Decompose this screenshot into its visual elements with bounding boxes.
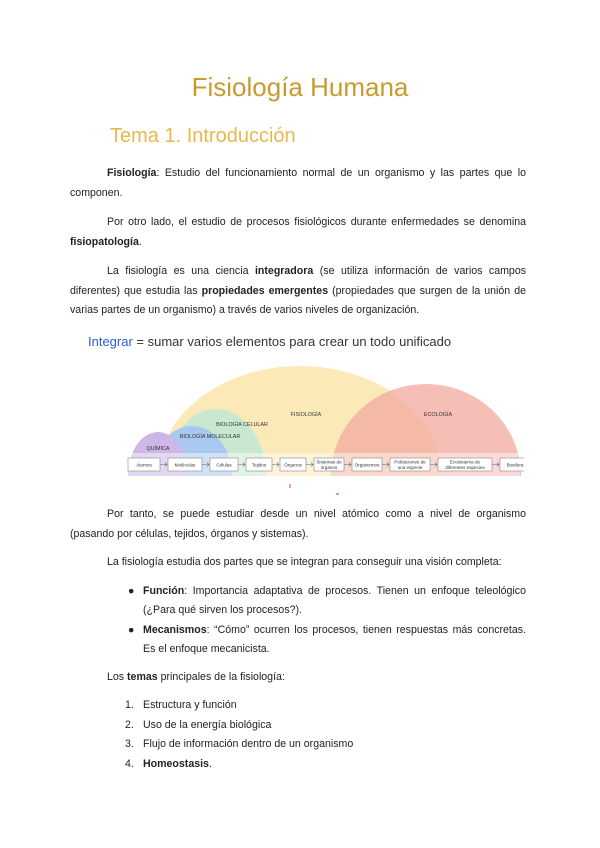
field-ecologia: ECOLOGÍA — [423, 412, 453, 418]
list-item: 1. Estructura y función — [125, 699, 237, 711]
paragraph-fisiopatologia: Por otro lado, el estudio de procesos fisiológicos durante enfermedades se denomina fisiopatología. — [70, 216, 526, 248]
paragraph-integradora: La fisiología es una ciencia integradora (se utiliza información de varios campos diferentes) que estudia las propiedades emergentes (propiedades que surgen de la unión de varias partes de un organismo) a través de varios niveles de organización. — [70, 265, 527, 316]
document-title: Fisiología Humana — [191, 72, 409, 102]
field-fisiologia: FISIOLOGÍA — [290, 412, 322, 418]
level-label: Células — [216, 462, 232, 468]
list-item: 2. Uso de la energía biológica — [125, 718, 272, 731]
level-label: Organismos — [354, 462, 380, 468]
integrar-definition: Integrar = sumar varios elementos para crear un todo unificado — [88, 334, 452, 349]
level-label: Órganos — [284, 462, 302, 468]
paragraph-niveles: Por tanto, se puede estudiar desde un nivel atómico como a nivel de organismo (pasando por células, tejidos, órganos y sistemas). — [70, 508, 526, 540]
level-label: Ecosistema de — [449, 459, 481, 465]
field-biologia-celular: BIOLOGÍA CELULAR — [216, 422, 268, 428]
organization-levels-diagram — [118, 366, 524, 500]
field-biologia-molecular: BIOLOGÍA MOLECULAR — [179, 434, 241, 440]
paragraph-temas: Los temas principales de la fisiología: — [107, 671, 285, 683]
level-label: una especie — [397, 465, 423, 470]
list-item: ● Mecanismos: “Cómo” ocurren los procesos, tienen respuestas más concretas. Es el enfoque mecanicista. — [128, 624, 526, 655]
level-label: Biosfera — [506, 462, 524, 468]
level-label: diferentes especies — [445, 465, 485, 470]
level-label: Poblaciones de — [394, 459, 426, 465]
level-label: Átomos — [136, 462, 152, 468]
level-label: Tejidos — [251, 462, 267, 468]
level-label: Sistemas de — [316, 459, 342, 465]
paragraph-definition: Fisiología: Estudio del funcionamiento normal de un organismo y las partes que lo componen. — [70, 167, 526, 199]
section-heading: Tema 1. Introducción — [110, 125, 296, 147]
topics-list — [110, 696, 353, 774]
level-label: Moléculas — [174, 462, 196, 468]
level-label: órganos — [320, 465, 338, 470]
bullet-list — [110, 582, 526, 660]
list-item: 4. Homeostasis. — [125, 757, 212, 770]
list-item: ● Función: Importancia adaptativa de procesos. Tienen un enfoque teleológico (¿Para qué sirven los procesos?). — [128, 585, 526, 616]
field-quimica: QUÍMICA — [146, 446, 170, 452]
list-item: 3. Flujo de información dentro de un organismo — [125, 738, 354, 751]
paragraph-dos-partes: La fisiología estudia dos partes que se integran para conseguir una visión completa: — [107, 556, 502, 568]
